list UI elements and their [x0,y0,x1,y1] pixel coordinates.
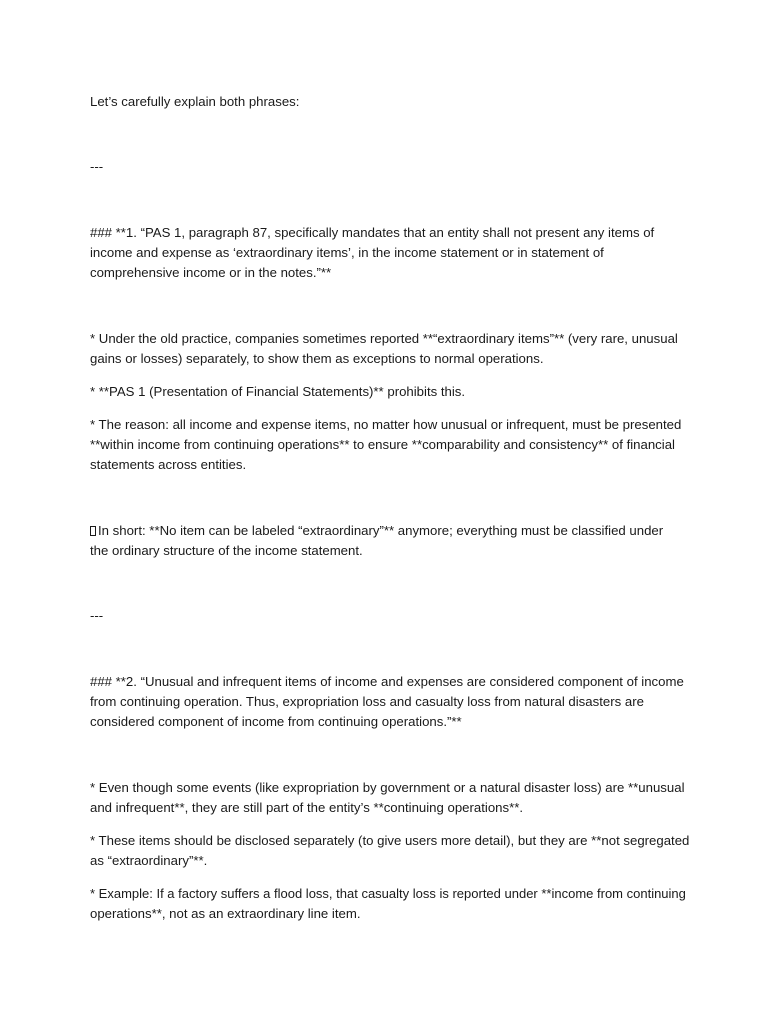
summary-text: the ordinary structure of the income statement. [90,543,363,558]
summary-text: In short: **No item can be labeled “extraordinary”** anymore; everything must be classified under [98,523,664,538]
bullet-text: **within income from continuing operations** to ensure **comparability and consistency** of financial [90,437,675,452]
intro-text: Let’s carefully explain both phrases: [90,94,300,109]
section-2-heading: from continuing operation. Thus, expropriation loss and casualty loss from natural disasters are [90,694,644,709]
section-1-heading: income and expense as ‘extraordinary items’, in the income statement or in statement of [90,245,604,260]
horizontal-rule: --- [90,608,104,623]
bullet-text: * The reason: all income and expense items, no matter how unusual or infrequent, must be presented [90,417,682,432]
bullet-text: * Example: If a factory suffers a flood loss, that casualty loss is reported under **income from continuing [90,886,686,901]
section-1-heading: comprehensive income or in the notes.”** [90,265,332,280]
summary-line [90,521,663,541]
missing-glyph-icon [90,526,96,536]
horizontal-rule: --- [90,159,104,174]
bullet-text: * Even though some events (like expropriation by government or a natural disaster loss) are **unusual [90,780,685,795]
section-1-heading: ### **1. “PAS 1, paragraph 87, specifically mandates that an entity shall not present any items of [90,225,655,240]
bullet-text: as “extraordinary”**. [90,853,208,868]
bullet-text: * **PAS 1 (Presentation of Financial Statements)** prohibits this. [90,384,466,399]
bullet-text: * Under the old practice, companies sometimes reported **“extraordinary items”** (very rare, unusual [90,331,678,346]
bullet-text: statements across entities. [90,457,247,472]
bullet-text: and infrequent**, they are still part of the entity’s **continuing operations**. [90,800,524,815]
bullet-text: operations**, not as an extraordinary line item. [90,906,361,921]
bullet-text: * These items should be disclosed separately (to give users more detail), but they are **not segregated [90,833,690,848]
section-2-heading: considered component of income from continuing operations.”** [90,714,462,729]
bullet-text: gains or losses) separately, to show them as exceptions to normal operations. [90,351,544,366]
section-2-heading: ### **2. “Unusual and infrequent items of income and expenses are considered component of income [90,674,684,689]
